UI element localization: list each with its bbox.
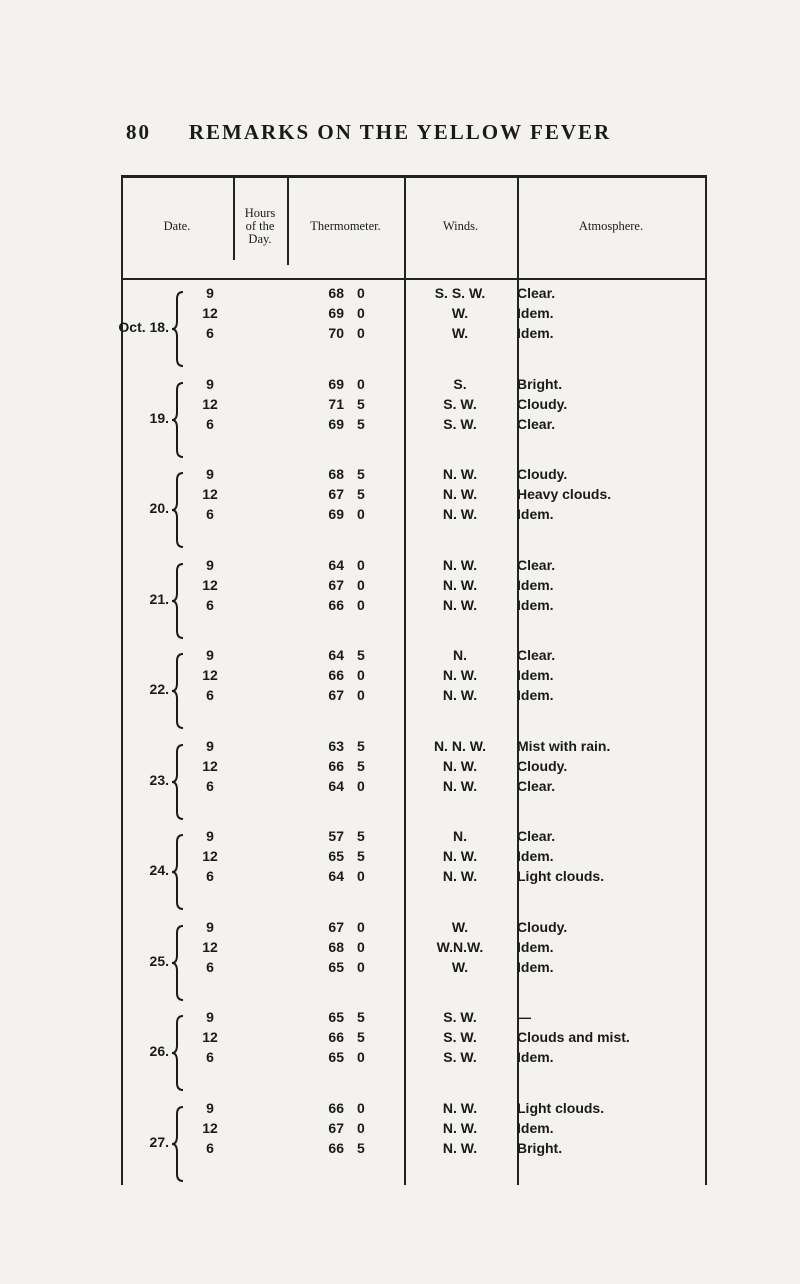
temperature-fraction: 0 [357,325,365,341]
temperature-degrees: 64 [328,556,344,573]
atmosphere-cell: Clear. [517,415,556,432]
temperature-degrees: 66 [328,1139,344,1156]
date-label: 25. [149,952,169,969]
hour-cell: 9 [206,285,214,301]
temperature-degrees: 66 [328,667,344,683]
temperature-degrees: 71 [328,395,344,412]
atmosphere-cell: Bright. [517,375,563,392]
hour-cell: 12 [202,305,218,321]
atmosphere-cell: Cloudy. [517,918,568,935]
atmosphere-cell: Bright. [517,1139,563,1156]
atmosphere-cell: Idem. [517,325,554,341]
atmosphere-cell: Idem. [517,576,554,593]
wind-cell: W. [451,918,469,935]
date-group [121,736,707,826]
atmosphere-cell: Idem. [517,687,554,703]
wind-cell: W. [451,305,469,321]
hour-cell: 6 [206,325,214,341]
atmosphere-cell: Idem. [517,596,554,613]
date-group [121,1098,707,1188]
hour-cell: 6 [206,687,214,703]
atmosphere-cell: Cloudy. [517,395,568,412]
temperature-degrees: 67 [328,687,344,703]
temperature-fraction: 5 [357,828,365,844]
hour-cell: 6 [206,596,214,613]
hour-cell: 6 [206,868,214,884]
wind-cell: N. W. [442,757,478,774]
temperature-fraction: 5 [357,1139,365,1156]
page-title: REMARKS ON THE YELLOW FEVER [188,120,612,144]
temperature-fraction: 5 [357,848,365,864]
date-group [121,1007,707,1097]
wind-cell: N. W. [442,466,478,482]
date-group [121,464,707,554]
curly-brace-icon [171,833,185,911]
temperature-degrees: 69 [328,305,344,321]
temperature-degrees: 69 [328,375,344,392]
wind-cell: N. W. [442,667,478,683]
wind-cell: N. W. [442,1139,478,1156]
temperature-fraction: 0 [357,506,365,522]
weather-table [118,175,707,1185]
hour-cell: 9 [206,647,214,663]
hour-cell: 12 [202,486,218,502]
date-group [121,826,707,916]
temperature-fraction: 0 [357,576,365,593]
hour-cell: 9 [206,1099,214,1116]
hour-cell: 6 [206,777,214,794]
temperature-degrees: 68 [328,285,344,301]
temperature-degrees: 68 [328,466,344,482]
atmosphere-cell: Idem. [517,938,554,955]
hour-cell: 12 [202,848,218,864]
temperature-fraction: 5 [357,647,365,663]
hour-cell: 12 [202,757,218,774]
hour-cell: 12 [202,1029,218,1045]
hour-cell: 9 [206,466,214,482]
wind-cell: N. W. [442,868,478,884]
wind-cell: N. W. [442,687,478,703]
hour-cell: 12 [202,395,218,412]
hour-cell: 12 [202,667,218,683]
temperature-fraction: 0 [357,958,365,975]
date-label: 27. [149,1133,169,1150]
date-label: 19. [149,409,169,426]
hour-cell: 6 [206,1049,214,1065]
temperature-degrees: 66 [328,757,344,774]
temperature-degrees: 70 [328,325,344,341]
date-label: 24. [149,862,169,878]
temperature-degrees: 68 [328,938,344,955]
curly-brace-icon [171,381,185,459]
hour-cell: 9 [206,375,214,392]
wind-cell: W. [451,958,469,975]
temperature-degrees: 66 [328,1099,344,1116]
atmosphere-cell: Light clouds. [517,1099,605,1116]
atmosphere-cell: Idem. [517,506,554,522]
wind-cell: N. [453,828,467,844]
hour-cell: 9 [206,1009,214,1025]
hour-cell: 6 [206,506,214,522]
temperature-fraction: 0 [357,285,365,301]
temperature-fraction: 5 [357,1009,365,1025]
date-label: 20. [149,500,169,516]
temperature-fraction: 5 [357,415,365,432]
header-hours-line: Day. [248,232,272,246]
temperature-fraction: 5 [357,737,365,754]
temperature-degrees: 69 [328,506,344,522]
wind-cell: S. W. [443,395,477,412]
wind-cell: N. [453,647,467,663]
temperature-degrees: 65 [328,1009,344,1025]
curly-brace-icon [171,743,185,821]
temperature-fraction: 5 [357,466,365,482]
hour-cell: 6 [206,415,214,432]
curly-brace-icon [171,1105,185,1183]
temperature-fraction: 0 [357,1119,365,1136]
atmosphere-cell: Idem. [517,958,554,975]
temperature-degrees: 65 [328,958,344,975]
header-thermometer: Thermometer. [310,219,381,233]
atmosphere-cell: Cloudy. [517,466,568,482]
temperature-degrees: 64 [328,647,344,663]
curly-brace-icon [171,562,185,640]
wind-cell: N. W. [442,556,478,573]
atmosphere-cell: Clouds and mist. [517,1029,630,1045]
hour-cell: 12 [202,938,218,955]
wind-cell: N. W. [442,848,478,864]
atmosphere-cell: Light clouds. [517,868,605,884]
atmosphere-cell: Heavy clouds. [517,486,612,502]
hour-cell: 12 [202,576,218,593]
atmosphere-cell: Idem. [517,1049,554,1065]
atmosphere-cell: Idem. [517,1119,554,1136]
temperature-degrees: 57 [328,828,344,844]
wind-cell: S. W. [443,1049,477,1065]
hour-cell: 9 [206,828,214,844]
temperature-fraction: 0 [357,1049,365,1065]
header-winds: Winds. [442,219,479,233]
wind-cell: W.N.W. [436,938,484,955]
wind-cell: N. W. [442,596,478,613]
wind-cell: N. W. [442,486,478,502]
atmosphere-cell: Clear. [517,285,556,301]
temperature-fraction: 0 [357,777,365,794]
atmosphere-cell: Cloudy. [517,757,568,774]
temperature-fraction: 0 [357,556,365,573]
temperature-degrees: 66 [328,596,344,613]
wind-cell: S. W. [443,1009,477,1025]
temperature-fraction: 5 [357,486,365,502]
temperature-degrees: 67 [328,918,344,935]
hour-cell: 9 [206,918,214,935]
hour-cell: 12 [202,1119,218,1136]
header-hours [233,175,287,278]
date-group [121,374,707,464]
temperature-degrees: 67 [328,1119,344,1136]
curly-brace-icon [171,471,185,549]
temperature-degrees: 66 [328,1029,344,1045]
temperature-degrees: 64 [328,868,344,884]
wind-cell: N. N. W. [433,737,487,754]
temperature-degrees: 67 [328,576,344,593]
atmosphere-cell: Idem. [517,848,554,864]
date-group [118,283,707,373]
temperature-fraction: 0 [357,687,365,703]
temperature-fraction: 0 [357,305,365,321]
curly-brace-icon [171,652,185,730]
curly-brace-icon [171,290,185,368]
curly-brace-icon [171,1014,185,1092]
header-hours-line: Hours [244,206,276,220]
temperature-fraction: 0 [357,1099,365,1116]
wind-cell: N. W. [442,1099,478,1116]
date-label: 22. [149,681,169,697]
temperature-fraction: 5 [357,395,365,412]
temperature-degrees: 65 [328,1049,344,1065]
temperature-fraction: 0 [357,918,365,935]
atmosphere-cell: Idem. [517,667,554,683]
header-atmosphere: Atmosphere. [578,219,644,233]
temperature-degrees: 65 [328,848,344,864]
date-group [121,555,707,645]
temperature-fraction: 0 [357,596,365,613]
wind-cell: N. W. [442,576,478,593]
temperature-fraction: 0 [357,938,365,955]
page-header [0,120,800,145]
date-label: 23. [149,771,169,788]
wind-cell: N. W. [442,777,478,794]
temperature-degrees: 67 [328,486,344,502]
wind-cell: S. W. [443,1029,477,1045]
wind-cell: W. [451,325,469,341]
hour-cell: 6 [206,1139,214,1156]
table-header-rule [123,278,707,280]
wind-cell: S. S. W. [434,285,486,301]
atmosphere-cell: Mist with rain. [517,737,611,754]
atmosphere-cell: Idem. [517,305,554,321]
wind-cell: S. [453,375,467,392]
page-number: 80 [126,120,151,144]
header-date: Date. [163,219,191,233]
temperature-fraction: 0 [357,868,365,884]
temperature-degrees: 69 [328,415,344,432]
temperature-fraction: 5 [357,757,365,774]
temperature-fraction: 0 [357,375,365,392]
atmosphere-cell: Clear. [517,828,556,844]
date-label: 21. [149,590,169,607]
temperature-degrees: 64 [328,777,344,794]
temperature-fraction: 5 [357,1029,365,1045]
atmosphere-cell: Clear. [517,777,556,794]
date-label: 26. [149,1043,169,1059]
wind-cell: S. W. [443,415,477,432]
header-hours-line: of the [245,219,275,233]
atmosphere-cell: Clear. [517,556,556,573]
wind-cell: N. W. [442,1119,478,1136]
curly-brace-icon [171,924,185,1002]
temperature-degrees: 63 [328,737,344,754]
atmosphere-cell: — [517,1009,531,1025]
hour-cell: 9 [206,556,214,573]
date-label: Oct. 18. [118,319,169,335]
temperature-fraction: 0 [357,667,365,683]
date-group [121,645,707,735]
hour-cell: 9 [206,737,214,754]
date-group [121,917,707,1007]
atmosphere-cell: Clear. [517,647,556,663]
wind-cell: N. W. [442,506,478,522]
hour-cell: 6 [206,958,214,975]
